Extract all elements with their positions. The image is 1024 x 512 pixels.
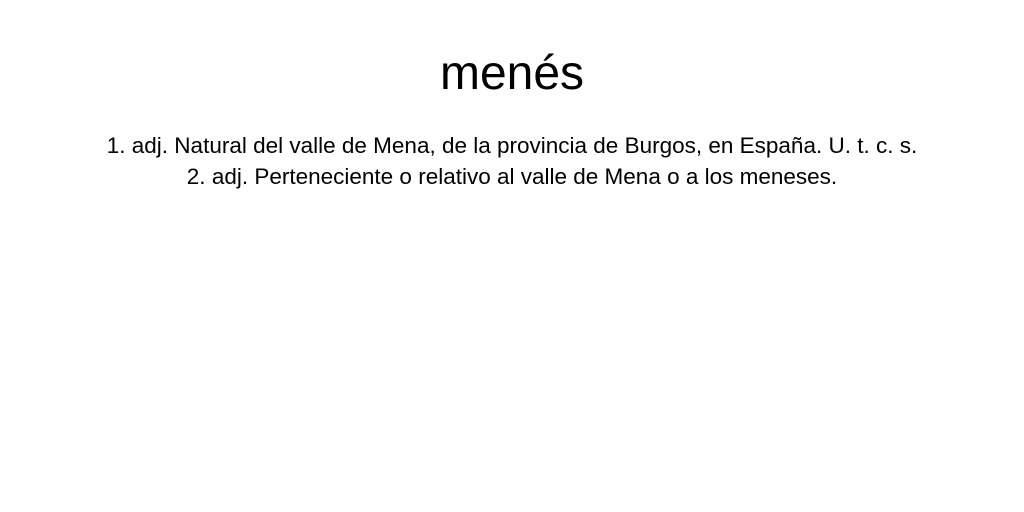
definition-2: 2. adj. Perteneciente o relativo al valle de Mena o a los meneses. [186, 164, 838, 189]
definition-1: 1. adj. Natural del valle de Mena, de la provincia de Burgos, en España. U. t. c. s. [106, 133, 918, 158]
definitions-list [72, 127, 952, 192]
entry-headword: menés [439, 47, 585, 100]
